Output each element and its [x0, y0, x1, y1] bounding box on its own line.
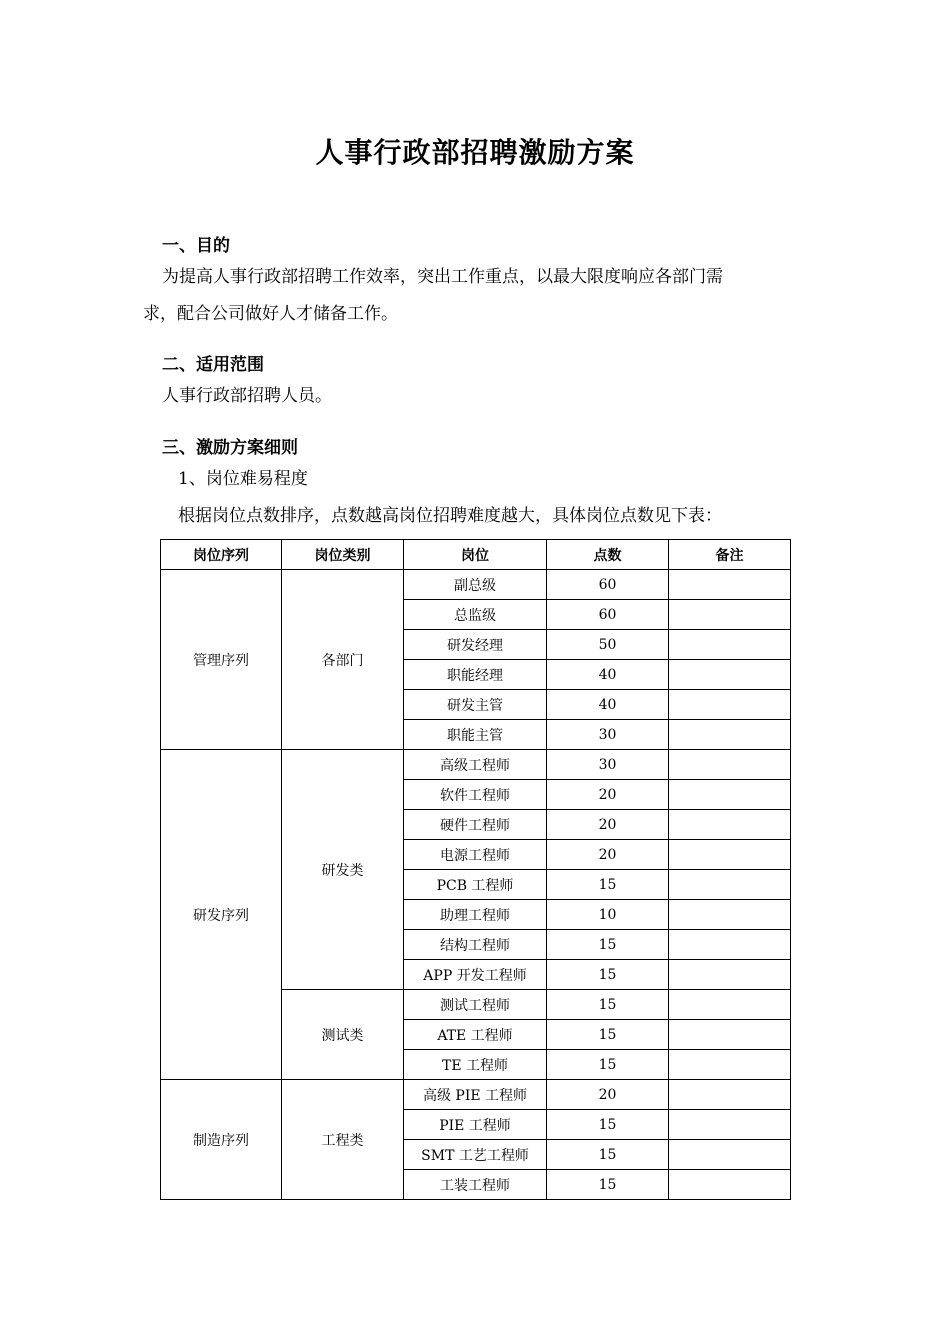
header-position-category: 岗位类别	[282, 540, 404, 570]
note-cell	[669, 960, 791, 990]
note-cell	[669, 810, 791, 840]
post-cell: 职能主管	[404, 720, 547, 750]
points-cell: 20	[547, 780, 669, 810]
post-cell: 高级 PIE 工程师	[404, 1080, 547, 1110]
group-cell-rd: 研发序列	[161, 750, 282, 1080]
points-cell: 40	[547, 690, 669, 720]
points-cell: 20	[547, 840, 669, 870]
note-cell	[669, 570, 791, 600]
note-cell	[669, 870, 791, 900]
points-cell: 15	[547, 960, 669, 990]
difficulty-intro-text: 根据岗位点数排序，点数越高岗位招聘难度越大，具体岗位点数见下表：	[178, 506, 722, 526]
points-cell: 50	[547, 630, 669, 660]
points-cell: 15	[547, 930, 669, 960]
points-cell: 15	[547, 990, 669, 1020]
points-cell: 15	[547, 1110, 669, 1140]
points-cell: 15	[547, 870, 669, 900]
category-cell-engineering-class: 工程类	[282, 1080, 404, 1200]
note-cell	[669, 720, 791, 750]
post-cell: ATE 工程师	[404, 1020, 547, 1050]
note-cell	[669, 840, 791, 870]
note-cell	[669, 630, 791, 660]
note-cell	[669, 690, 791, 720]
note-cell	[669, 990, 791, 1020]
post-cell: 测试工程师	[404, 990, 547, 1020]
post-cell: PCB 工程师	[404, 870, 547, 900]
note-cell	[669, 930, 791, 960]
points-cell: 10	[547, 900, 669, 930]
note-cell	[669, 1080, 791, 1110]
section-heading-scope: 二、适用范围	[162, 355, 264, 375]
position-points-table	[160, 539, 791, 1200]
points-cell: 15	[547, 1020, 669, 1050]
scope-text: 人事行政部招聘人员。	[162, 386, 332, 406]
note-cell	[669, 900, 791, 930]
table-row	[161, 570, 791, 600]
post-cell: 副总级	[404, 570, 547, 600]
table-row	[161, 750, 791, 780]
header-points: 点数	[547, 540, 669, 570]
points-cell: 30	[547, 750, 669, 780]
post-cell: 职能经理	[404, 660, 547, 690]
post-cell: 研发经理	[404, 630, 547, 660]
purpose-text-line-1: 为提高人事行政部招聘工作效率，突出工作重点，以最大限度响应各部门需	[162, 267, 723, 287]
table-header-row	[161, 540, 791, 570]
post-cell: 电源工程师	[404, 840, 547, 870]
points-cell: 15	[547, 1140, 669, 1170]
category-cell-all-departments: 各部门	[282, 570, 404, 750]
section-heading-purpose: 一、目的	[162, 236, 230, 256]
post-cell: 助理工程师	[404, 900, 547, 930]
group-cell-management: 管理序列	[161, 570, 282, 750]
points-cell: 60	[547, 570, 669, 600]
document-title: 人事行政部招聘激励方案	[315, 136, 635, 169]
points-cell: 20	[547, 810, 669, 840]
note-cell	[669, 600, 791, 630]
post-cell: 高级工程师	[404, 750, 547, 780]
note-cell	[669, 1020, 791, 1050]
category-cell-rd-class: 研发类	[282, 750, 404, 990]
note-cell	[669, 1170, 791, 1200]
note-cell	[669, 1140, 791, 1170]
points-cell: 60	[547, 600, 669, 630]
section-heading-rules: 三、激励方案细则	[162, 438, 298, 458]
subsection-heading-difficulty: 1、岗位难易程度	[178, 469, 308, 489]
points-cell: 30	[547, 720, 669, 750]
post-cell: 结构工程师	[404, 930, 547, 960]
category-cell-test-class: 测试类	[282, 990, 404, 1080]
header-position-sequence: 岗位序列	[161, 540, 282, 570]
table-row	[161, 1080, 791, 1110]
post-cell: SMT 工艺工程师	[404, 1140, 547, 1170]
note-cell	[669, 1110, 791, 1140]
post-cell: TE 工程师	[404, 1050, 547, 1080]
group-cell-manufacturing: 制造序列	[161, 1080, 282, 1200]
post-cell: 硬件工程师	[404, 810, 547, 840]
header-notes: 备注	[669, 540, 791, 570]
note-cell	[669, 780, 791, 810]
post-cell: 总监级	[404, 600, 547, 630]
points-cell: 40	[547, 660, 669, 690]
note-cell	[669, 1050, 791, 1080]
purpose-text-line-2: 求，配合公司做好人才储备工作。	[143, 304, 398, 324]
header-position: 岗位	[404, 540, 547, 570]
note-cell	[669, 660, 791, 690]
points-cell: 15	[547, 1050, 669, 1080]
points-cell: 15	[547, 1170, 669, 1200]
post-cell: 研发主管	[404, 690, 547, 720]
post-cell: 软件工程师	[404, 780, 547, 810]
note-cell	[669, 750, 791, 780]
post-cell: PIE 工程师	[404, 1110, 547, 1140]
points-cell: 20	[547, 1080, 669, 1110]
post-cell: APP 开发工程师	[404, 960, 547, 990]
post-cell: 工装工程师	[404, 1170, 547, 1200]
